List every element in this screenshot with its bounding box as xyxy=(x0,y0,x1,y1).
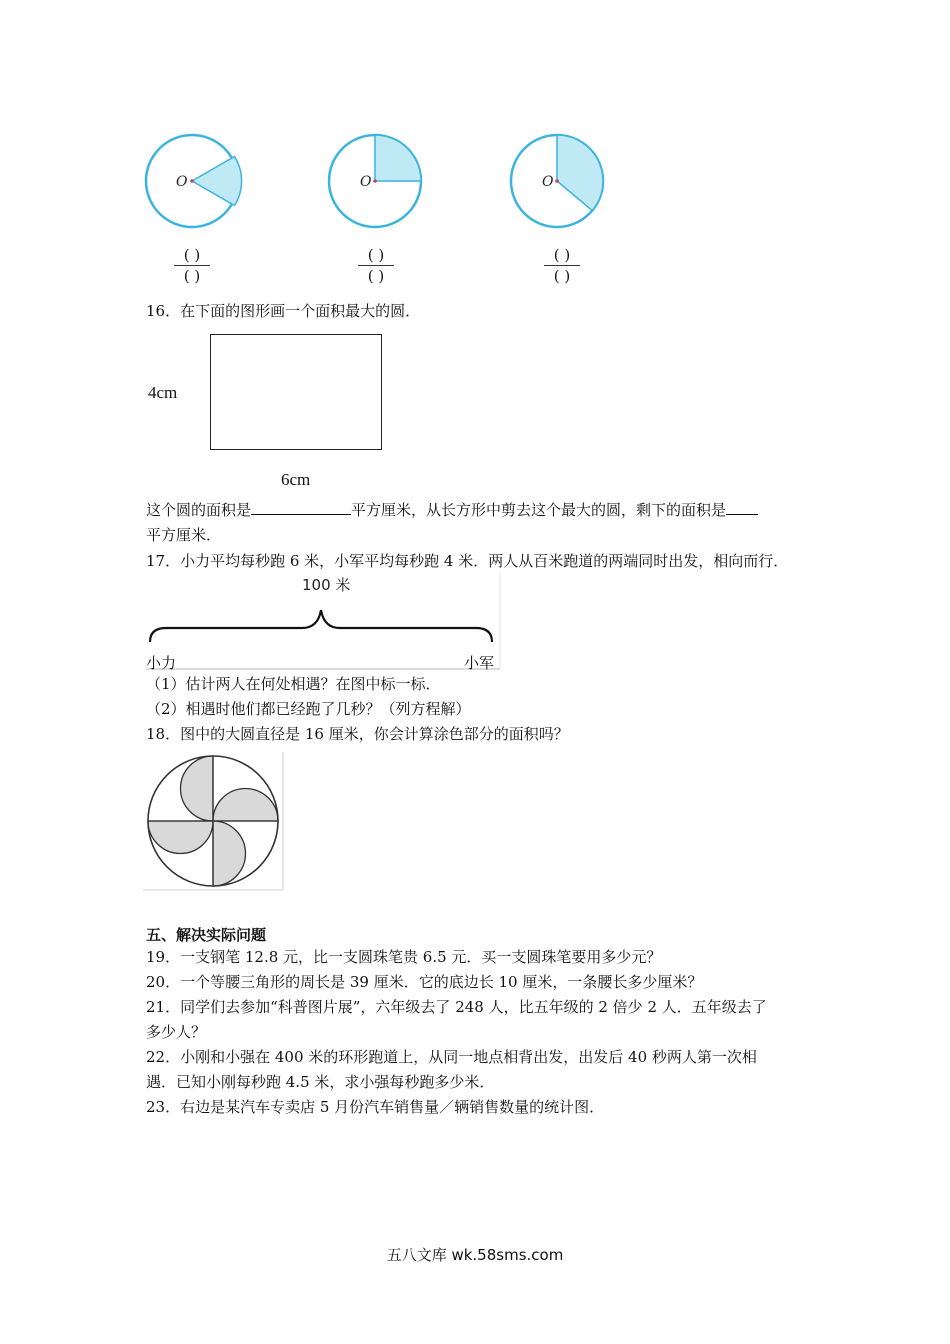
shaded-petal-bottom xyxy=(213,821,246,886)
circle-2 xyxy=(329,135,421,227)
sector-2 xyxy=(375,135,421,181)
shaded-petal-right xyxy=(213,789,278,822)
remaining-area-blank[interactable] xyxy=(726,500,758,515)
track-diagram xyxy=(142,572,504,674)
q16-answer-line: 这个圆的面积是 平方厘米，从长方形中剪去这个最大的圆，剩下的面积是 xyxy=(146,499,758,521)
fraction-answer-3[interactable]: ( ) ( ) xyxy=(532,246,592,285)
q18-title: 18．图中的大圆直径是 16 厘米，你会计算涂色部分的面积吗？ xyxy=(146,725,569,743)
fraction-answer-2[interactable]: ( ) ( ) xyxy=(346,246,406,285)
rectangle-figure[interactable] xyxy=(210,334,382,450)
q20: 20．一个等腰三角形的周长是 39 厘米．它的底边长 10 厘米，一条腰长多少厘米？ xyxy=(146,973,703,991)
footer-watermark: 五八文库 wk.58sms.com xyxy=(386,1246,564,1264)
section5-heading: 五、解决实际问题 xyxy=(146,926,267,944)
area-blank[interactable] xyxy=(251,500,351,515)
q19: 19．一支钢笔 12.8 元，比一支圆珠笔贵 6.5 元．买一支圆珠笔要用多少元？ xyxy=(146,948,662,966)
fraction-answer-1[interactable]: ( ) ( ) xyxy=(162,246,222,285)
q16-answer-line-2: 平方厘米． xyxy=(146,526,222,544)
q17-title: 17．小力平均每秒跑 6 米，小军平均每秒跑 4 米．两人从百米跑道的两端同时出发，相向而行． xyxy=(146,552,789,570)
rectangle-width-label: 6cm xyxy=(281,470,311,489)
distance-label: 100 米 xyxy=(302,576,351,594)
circle-1 xyxy=(146,135,242,227)
q22-line2: 遇．已知小刚每秒跑 4.5 米，求小强每秒跑多少米． xyxy=(146,1073,495,1091)
center-label-2: O xyxy=(360,174,372,190)
q17-sub1: （1）估计两人在何处相遇？在图中标一标． xyxy=(146,675,441,693)
q21-line2: 多少人？ xyxy=(146,1023,207,1041)
center-label-1: O xyxy=(176,174,188,190)
distance-brace xyxy=(150,610,492,642)
shaded-petal-left xyxy=(148,821,213,854)
left-runner-label: 小力 xyxy=(146,654,177,672)
q17-sub2: （2）相遇时他们都已经跑了几秒？（列方程解） xyxy=(146,700,471,718)
center-label-3: O xyxy=(542,174,554,190)
q21-line1: 21．同学们去参加“科普图片展”，六年级去了 248 人，比五年级的 2 倍少 2 人．五年级去了 xyxy=(146,998,767,1016)
circle-3 xyxy=(511,135,603,227)
q16-title: 16．在下面的图形画一个面积最大的圆． xyxy=(146,302,421,320)
rectangle-height-label: 4cm xyxy=(148,383,178,402)
right-runner-label: 小军 xyxy=(464,654,495,672)
pinwheel-figure xyxy=(143,752,285,892)
shaded-petal-top xyxy=(181,756,214,821)
q22-line1: 22．小刚和小强在 400 米的环形跑道上，从同一地点相背出发，出发后 40 秒两人第一次相 xyxy=(146,1048,757,1066)
q23: 23．右边是某汽车专卖店 5 月份汽车销售量／辆销售数量的统计图． xyxy=(146,1098,605,1116)
